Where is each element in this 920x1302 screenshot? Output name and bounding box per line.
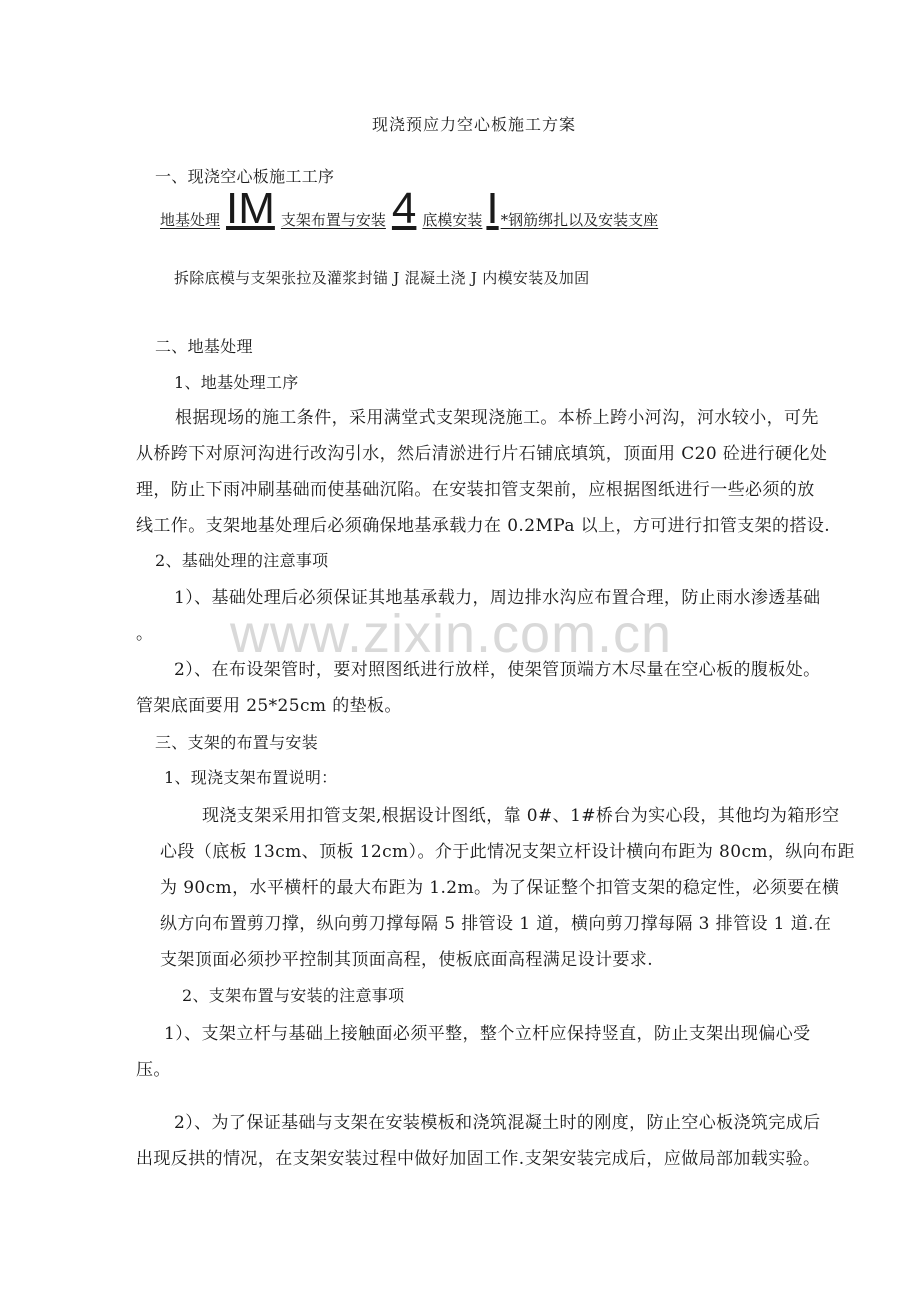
- paragraph-line: 为 90cm，水平横杆的最大布距为 1.2m。为了保证整个扣管支架的稳定性，必须要在横: [160, 878, 840, 898]
- paragraph-line: 管架底面要用 25*25cm 的垫板。: [136, 696, 402, 716]
- process-flow-line2: 拆除底模与支架张拉及灌浆封锚 J 混凝土浇 J 内模安装及加固: [174, 269, 590, 287]
- process-flow-line1: [160, 184, 659, 233]
- section1-heading: 一、现浇空心板施工工序: [155, 167, 335, 186]
- paragraph-line: 纵方向布置剪刀撑，纵向剪刀撑每隔 5 排管设 1 道，横向剪刀撑每隔 3 排管设 1 道.在: [160, 914, 832, 934]
- paragraph-line: 。: [136, 624, 154, 644]
- paragraph-line: 现浇支架采用扣管支架,根据设计图纸，靠 0#、1#桥台为实心段，其他均为箱形空: [202, 806, 840, 826]
- paragraph-line: 出现反拱的情况，在支架安装过程中做好加固工作.支架安装完成后，应做局部加载实验。: [136, 1149, 821, 1169]
- paragraph-line: 线工作。支架地基处理后必须确保地基承载力在 0.2MPa 以上，方可进行扣管支架的搭设.: [136, 516, 831, 536]
- flow-arrow-glyph: I: [486, 184, 499, 233]
- paragraph-line: 1）、基础处理后必须保证其地基承载力，周边排水沟应布置合理，防止雨水渗透基础: [174, 588, 821, 608]
- paragraph-line: 压。: [136, 1060, 171, 1080]
- flow-arrow-glyph: IM: [226, 184, 275, 233]
- document-title: 现浇预应力空心板施工方案: [372, 115, 577, 134]
- section3-sub1: 1、现浇支架布置说明：: [164, 768, 338, 787]
- flow-arrow-glyph: 4: [391, 184, 417, 233]
- section3-sub2: 2、支架布置与安装的注意事项: [182, 986, 405, 1005]
- section2-heading: 二、地基处理: [155, 337, 253, 356]
- flow-step-support: 支架布置与安装: [280, 211, 386, 229]
- paragraph-line: 根据现场的施工条件，采用满堂式支架现浇施工。本桥上跨小河沟，河水较小，可先: [175, 408, 819, 428]
- section2-sub1: 1、地基处理工序: [174, 373, 299, 392]
- paragraph-line: 2）、为了保证基础与支架在安装模板和浇筑混凝土时的刚度，防止空心板浇筑完成后: [174, 1113, 821, 1133]
- flow-step-rebar: *钢筋绑扎以及安装支座: [500, 211, 659, 229]
- section2-sub2: 2、基础处理的注意事项: [155, 551, 329, 570]
- watermark: www.zixin.com.cn: [230, 604, 673, 664]
- paragraph-line: 从桥跨下对原河沟进行改沟引水，然后清淤进行片石铺底填筑，顶面用 C20 砼进行硬化处: [136, 444, 828, 464]
- section3-heading: 三、支架的布置与安装: [155, 733, 319, 752]
- paragraph-line: 2）、在布设架管时，要对照图纸进行放样，使架管顶端方木尽量在空心板的腹板处。: [174, 660, 821, 680]
- paragraph-line: 支架顶面必须抄平控制其顶面高程，使板底面高程满足设计要求.: [160, 950, 654, 970]
- flow-step-foundation: 地基处理: [160, 211, 221, 229]
- paragraph-line: 理，防止下雨冲刷基础而使基础沉陷。在安装扣管支架前，应根据图纸进行一些必须的放: [136, 480, 815, 500]
- paragraph-line: 心段（底板 13cm、顶板 12cm）。介于此情况支架立杆设计横向布距为 80cm，纵向布距: [160, 842, 855, 862]
- flow-step-bottom-form: 底模安装: [422, 211, 483, 229]
- paragraph-line: 1）、支架立杆与基础上接触面必须平整，整个立杆应保持竖直，防止支架出现偏心受: [164, 1024, 811, 1044]
